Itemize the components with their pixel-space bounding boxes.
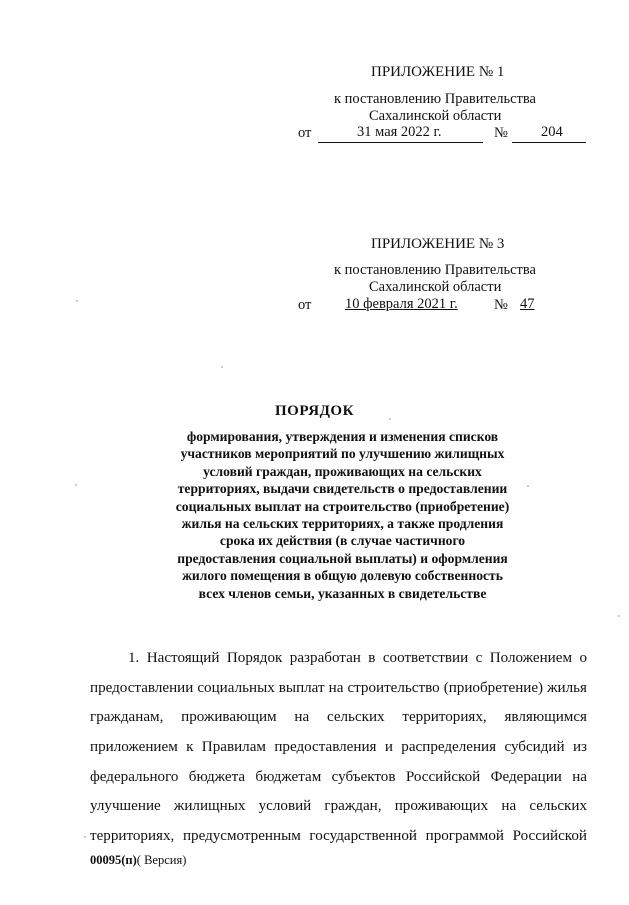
appendix-1-line-2: Сахалинской области — [369, 108, 502, 124]
body-line: приложением к Правилам предоставления и распределения субсидий из — [90, 739, 587, 756]
appendix-1-line-1: к постановлению Правительства — [334, 91, 536, 107]
body-line: 1. Настоящий Порядок разработан в соответствии с Положением о — [128, 650, 587, 666]
appendix-1-from-label: от — [298, 125, 312, 141]
scan-speck — [84, 836, 86, 838]
scan-speck — [618, 615, 620, 617]
document-title: ПОРЯДОК — [275, 403, 354, 419]
scan-speck — [389, 418, 391, 420]
subtitle-line: жилого помещения в общую долевую собственность — [182, 568, 503, 584]
scan-speck — [75, 484, 77, 486]
appendix-1-number-underline — [512, 142, 586, 143]
scan-speck — [221, 366, 223, 368]
body-line: федерального бюджета бюджетам субъектов Российской Федерации на — [90, 768, 587, 785]
appendix-3-line-1: к постановлению Правительства — [334, 262, 536, 278]
appendix-3-date: 10 февраля 2021 г. — [345, 296, 458, 312]
appendix-3-from-label: от — [298, 297, 312, 313]
scan-speck — [76, 300, 78, 302]
subtitle-line: условий граждан, проживающих на сельских — [203, 463, 482, 479]
body-paragraph — [90, 648, 587, 856]
subtitle-line: участников мероприятий по улучшению жилищных — [180, 446, 505, 462]
appendix-1-title: ПРИЛОЖЕНИЕ № 1 — [371, 64, 505, 80]
appendix-3-number: 47 — [520, 296, 535, 312]
subtitle-line: всех членов семьи, указанных в свидетельстве — [198, 585, 487, 601]
appendix-1-date: 31 мая 2022 г. — [357, 124, 442, 140]
scan-speck — [527, 485, 529, 487]
subtitle-line: жилья на сельских территориях, а также продления — [181, 516, 504, 532]
appendix-3-number-label: № — [494, 297, 508, 313]
subtitle-line: предоставления социальной выплаты) и оформления — [177, 550, 508, 566]
appendix-1-number-label: № — [494, 125, 508, 141]
appendix-1-number: 204 — [541, 124, 563, 140]
appendix-3-title: ПРИЛОЖЕНИЕ № 3 — [371, 236, 505, 252]
document-subtitle — [140, 428, 545, 602]
subtitle-line: срока их действия (в случае частичного — [219, 533, 466, 549]
document-version: ( Версия) — [136, 853, 187, 867]
footer — [90, 853, 186, 868]
body-line: предоставлении социальных выплат на строительство (приобретение) жилья — [90, 679, 587, 696]
body-line: гражданам, проживающим на сельских территориях, являющимся — [90, 709, 587, 726]
subtitle-line: формирования, утверждения и изменения списков — [186, 429, 499, 444]
body-line: улучшение жилищных условий граждан, проживающих на сельских — [90, 798, 587, 815]
body-line: территориях, предусмотренным государственной программой Российской — [90, 828, 587, 845]
appendix-1-date-underline — [318, 142, 483, 143]
subtitle-line: территориях, выдачи свидетельств о предоставлении — [177, 481, 508, 497]
subtitle-line: социальных выплат на строительство (приобретение) — [175, 498, 510, 514]
appendix-3-line-2: Сахалинской области — [369, 279, 502, 295]
document-code: 00095(п) — [90, 853, 137, 867]
